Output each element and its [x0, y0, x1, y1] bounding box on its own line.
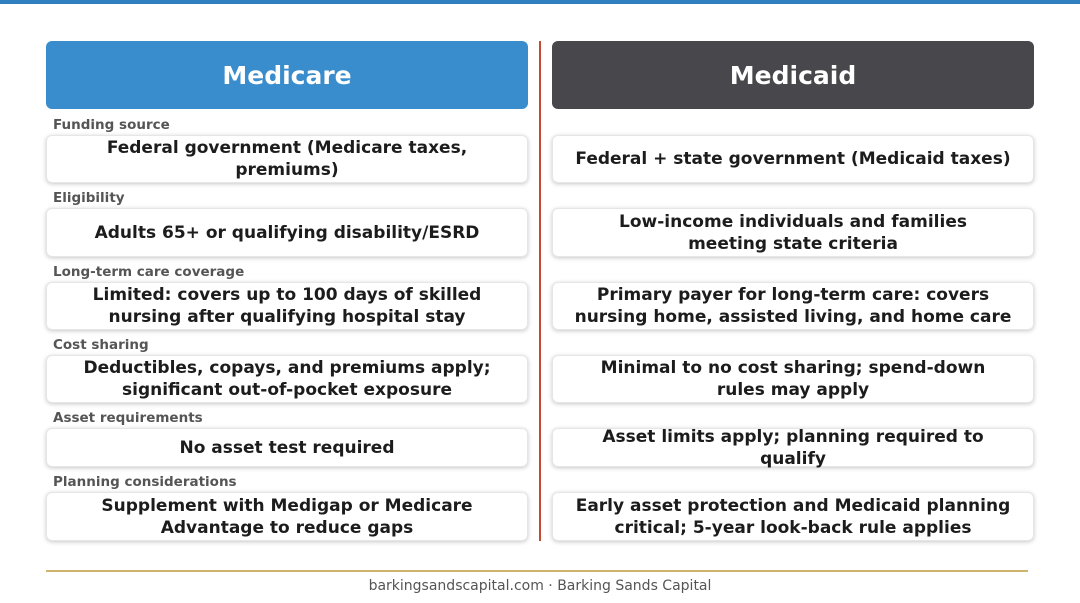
medicaid-funding-source-cell: Federal + state government (Medicaid taxes)	[552, 135, 1034, 183]
medicaid-long-term-care-cell: Primary payer for long-term care: covers nursing home, assisted living, and home care	[552, 282, 1034, 330]
medicare-funding-source-cell: Federal government (Medicare taxes, premiums)	[46, 135, 528, 183]
medicare-planning-cell: Supplement with Medigap or Medicare Advantage to reduce gaps	[46, 492, 528, 541]
medicare-long-term-care-cell: Limited: covers up to 100 days of skilled nursing after qualifying hospital stay	[46, 282, 528, 330]
row-label-eligibility: Eligibility	[53, 190, 125, 206]
medicaid-cost-sharing-cell: Minimal to no cost sharing; spend-down rules may apply	[552, 355, 1034, 403]
medicare-asset-requirements-cell: No asset test required	[46, 428, 528, 467]
top-accent-bar	[0, 0, 1080, 4]
row-label-funding-source: Funding source	[53, 117, 170, 133]
medicare-header: Medicare	[46, 41, 528, 109]
footer-divider	[46, 570, 1028, 572]
medicare-cost-sharing-cell: Deductibles, copays, and premiums apply; significant out-of-pocket exposure	[46, 355, 528, 403]
column-divider	[539, 41, 541, 541]
footer-credit: barkingsandscapital.com · Barking Sands Capital	[368, 578, 712, 594]
medicaid-asset-requirements-cell: Asset limits apply; planning required to qualify	[552, 428, 1034, 467]
medicaid-header: Medicaid	[552, 41, 1034, 109]
row-label-planning-considerations: Planning considerations	[53, 474, 237, 490]
row-label-long-term-care: Long-term care coverage	[53, 264, 245, 280]
medicare-eligibility-cell: Adults 65+ or qualifying disability/ESRD	[46, 208, 528, 257]
medicaid-planning-cell: Early asset protection and Medicaid planning critical; 5-year look-back rule applies	[552, 492, 1034, 541]
row-label-asset-requirements: Asset requirements	[53, 410, 203, 426]
row-label-cost-sharing: Cost sharing	[53, 337, 149, 353]
medicaid-eligibility-cell: Low-income individuals and families meeting state criteria	[552, 208, 1034, 257]
